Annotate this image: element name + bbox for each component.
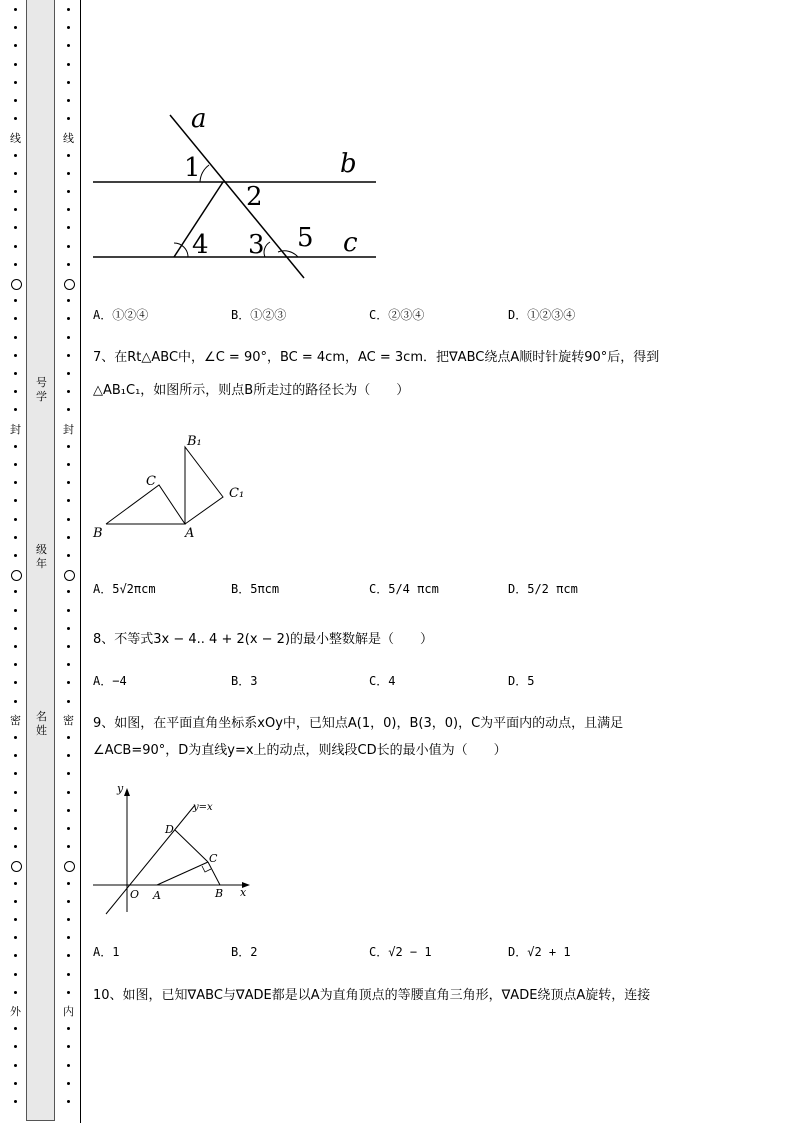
label-axis-y: y [117, 782, 124, 795]
binding-dot [67, 44, 70, 47]
q6-option-a[interactable]: A．①②④ [93, 308, 149, 322]
binding-dot [67, 299, 70, 302]
binding-dot [14, 1027, 17, 1030]
q10-text-line1: 10、如图，已知∇ABC与∇ADE都是以A为直角顶点的等腰直角三角形，∇ADE绕顶点A旋转，连接 [93, 988, 651, 1003]
binding-dot [14, 681, 17, 684]
binding-dot [67, 736, 70, 739]
binding-dot [14, 609, 17, 612]
binding-dot [14, 408, 17, 411]
binding-dot [14, 554, 17, 557]
binding-dot [14, 973, 17, 976]
q8-option-d[interactable]: D．5 [508, 674, 535, 688]
binding-dot [14, 481, 17, 484]
binding-dot [67, 354, 70, 357]
label-line-y-equals-x: y=x [193, 802, 213, 813]
seal-label-left-1: 线 [10, 132, 21, 145]
binding-dot [67, 26, 70, 29]
label-axis-x: x [240, 886, 247, 899]
label-line-c: c [343, 228, 358, 258]
binding-dot [67, 8, 70, 11]
dotted-line-right [64, 0, 74, 1123]
label-a: A [185, 526, 195, 541]
binding-dot [67, 1082, 70, 1085]
binding-dot [67, 590, 70, 593]
binding-dot [67, 991, 70, 994]
binding-dot [14, 700, 17, 703]
binding-dot [14, 645, 17, 648]
binding-dot [67, 973, 70, 976]
binding-dot [67, 226, 70, 229]
circle-marker [11, 279, 22, 290]
seal-label-right-1: 线 [63, 132, 74, 145]
label-b: B [93, 526, 103, 541]
binding-dot [14, 518, 17, 521]
margin-border-line [80, 0, 81, 1123]
binding-dot [14, 317, 17, 320]
student-info-column [26, 0, 55, 1121]
binding-dot [67, 936, 70, 939]
binding-dot [67, 882, 70, 885]
binding-dot [67, 663, 70, 666]
binding-dot [14, 536, 17, 539]
seal-label-right-2: 封 [63, 423, 74, 436]
q6-option-d[interactable]: D．①②③④ [508, 308, 576, 322]
q9-option-d[interactable]: D．√2 + 1 [508, 945, 571, 959]
circle-marker [64, 279, 75, 290]
binding-dot [14, 81, 17, 84]
figure-rotated-triangle [90, 425, 260, 550]
q9-option-b[interactable]: B．2 [231, 945, 258, 959]
binding-dot [14, 99, 17, 102]
circle-marker [64, 861, 75, 872]
dotted-line-left [11, 0, 21, 1123]
binding-dot [14, 499, 17, 502]
binding-dot [67, 190, 70, 193]
binding-dot [67, 117, 70, 120]
field-label-student-id: 号 学 [36, 376, 47, 403]
q7-text-line2: △AB₁C₁，如图所示，则点B所走过的路径长为（ ） [93, 383, 410, 398]
binding-dot [14, 627, 17, 630]
label-point-b: B [215, 887, 224, 900]
binding-dot [67, 772, 70, 775]
seal-label-right-3: 密 [63, 714, 74, 727]
binding-dot [67, 499, 70, 502]
binding-dot [14, 63, 17, 66]
q8-option-a[interactable]: A．−4 [93, 674, 127, 688]
binding-dot [14, 736, 17, 739]
binding-dot [67, 954, 70, 957]
q7-text-line1: 7、在Rt△ABC中，∠C = 90°，BC = 4cm，AC = 3cm．把∇ABC绕点A顺时针旋转90°后，得到 [93, 350, 660, 365]
label-point-d: D [165, 823, 174, 836]
binding-dot [67, 518, 70, 521]
binding-dot [67, 463, 70, 466]
binding-dot [67, 99, 70, 102]
seal-label-right-4: 内 [63, 1005, 74, 1018]
binding-dot [67, 609, 70, 612]
binding-dot [14, 354, 17, 357]
binding-dot [67, 63, 70, 66]
binding-dot [14, 172, 17, 175]
binding-margin [0, 0, 82, 1123]
binding-dot [67, 154, 70, 157]
binding-dot [14, 8, 17, 11]
q8-option-b[interactable]: B．3 [231, 674, 258, 688]
binding-dot [67, 1100, 70, 1103]
binding-dot [67, 81, 70, 84]
binding-dot [67, 700, 70, 703]
binding-dot [14, 936, 17, 939]
circle-marker [11, 861, 22, 872]
q8-text: 8、不等式3x − 4.. 4 + 2(x − 2)的最小整数解是（ ） [93, 632, 434, 647]
binding-dot [67, 1027, 70, 1030]
field-label-name: 名 姓 [36, 710, 47, 737]
binding-dot [14, 1045, 17, 1048]
q7-option-a[interactable]: A．5√2πcm [93, 582, 156, 596]
binding-dot [14, 1100, 17, 1103]
binding-dot [14, 882, 17, 885]
binding-dot [67, 208, 70, 211]
label-angle-5: 5 [297, 223, 314, 253]
binding-dot [14, 299, 17, 302]
figure-coordinate-plane [90, 780, 260, 920]
label-angle-2: 2 [246, 182, 263, 212]
q7-option-d[interactable]: D．5/2 πcm [508, 582, 578, 596]
binding-dot [67, 845, 70, 848]
circle-marker [11, 570, 22, 581]
label-angle-4: 4 [192, 230, 209, 260]
q6-option-b[interactable]: B．①②③ [231, 308, 287, 322]
binding-dot [14, 918, 17, 921]
binding-dot [67, 245, 70, 248]
label-angle-3: 3 [248, 230, 265, 260]
binding-dot [67, 172, 70, 175]
q7-option-b[interactable]: B．5πcm [231, 582, 280, 596]
q9-option-c[interactable]: C．√2 − 1 [369, 945, 432, 959]
binding-dot [14, 44, 17, 47]
binding-dot [67, 536, 70, 539]
binding-dot [67, 900, 70, 903]
binding-dot [14, 445, 17, 448]
binding-dot [14, 208, 17, 211]
binding-dot [14, 809, 17, 812]
binding-dot [67, 1045, 70, 1048]
binding-dot [67, 408, 70, 411]
seal-label-left-4: 外 [10, 1005, 21, 1018]
q9-text-line2: ∠ACB=90°，D为直线y=x上的动点，则线段CD长的最小值为（ ） [93, 743, 507, 758]
circle-marker [64, 570, 75, 581]
binding-dot [67, 827, 70, 830]
binding-dot [14, 1082, 17, 1085]
label-point-a: A [153, 889, 161, 902]
q9-text-line1: 9、如图，在平面直角坐标系xOy中，已知点A(1，0)，B(3，0)，C为平面内的动点，且满足 [93, 716, 624, 731]
binding-dot [67, 645, 70, 648]
label-point-c: C [209, 852, 218, 865]
label-c1: C₁ [229, 486, 245, 501]
label-c: C [146, 474, 156, 489]
binding-dot [14, 226, 17, 229]
binding-dot [14, 900, 17, 903]
binding-dot [14, 1064, 17, 1067]
binding-dot [14, 590, 17, 593]
binding-dot [14, 26, 17, 29]
binding-dot [14, 954, 17, 957]
binding-dot [67, 754, 70, 757]
binding-dot [14, 263, 17, 266]
binding-dot [14, 336, 17, 339]
binding-dot [67, 809, 70, 812]
binding-dot [14, 463, 17, 466]
binding-dot [67, 481, 70, 484]
binding-dot [67, 791, 70, 794]
seal-label-left-2: 封 [10, 423, 21, 436]
binding-dot [67, 1064, 70, 1067]
binding-dot [67, 627, 70, 630]
label-origin: O [130, 888, 140, 901]
binding-dot [67, 918, 70, 921]
field-label-grade: 级 年 [36, 543, 47, 570]
binding-dot [14, 663, 17, 666]
label-b1: B₁ [187, 434, 202, 449]
binding-dot [67, 317, 70, 320]
q6-option-c[interactable]: C．②③④ [369, 308, 425, 322]
binding-dot [67, 336, 70, 339]
binding-dot [67, 554, 70, 557]
label-line-a: a [191, 104, 207, 134]
binding-dot [14, 845, 17, 848]
binding-dot [67, 681, 70, 684]
binding-dot [67, 445, 70, 448]
binding-dot [14, 117, 17, 120]
label-angle-1: 1 [184, 153, 201, 183]
binding-dot [67, 372, 70, 375]
binding-dot [14, 190, 17, 193]
binding-dot [14, 154, 17, 157]
binding-dot [14, 754, 17, 757]
seal-label-left-3: 密 [10, 714, 21, 727]
q7-option-c[interactable]: C．5/4 πcm [369, 582, 439, 596]
binding-dot [14, 390, 17, 393]
figure-parallel-lines [90, 100, 390, 285]
binding-dot [14, 791, 17, 794]
binding-dot [14, 772, 17, 775]
binding-dot [67, 263, 70, 266]
binding-dot [67, 390, 70, 393]
label-line-b: b [340, 149, 357, 179]
binding-dot [14, 372, 17, 375]
binding-dot [14, 245, 17, 248]
q9-option-a[interactable]: A．1 [93, 945, 120, 959]
binding-dot [14, 827, 17, 830]
binding-dot [14, 991, 17, 994]
q8-option-c[interactable]: C．4 [369, 674, 396, 688]
